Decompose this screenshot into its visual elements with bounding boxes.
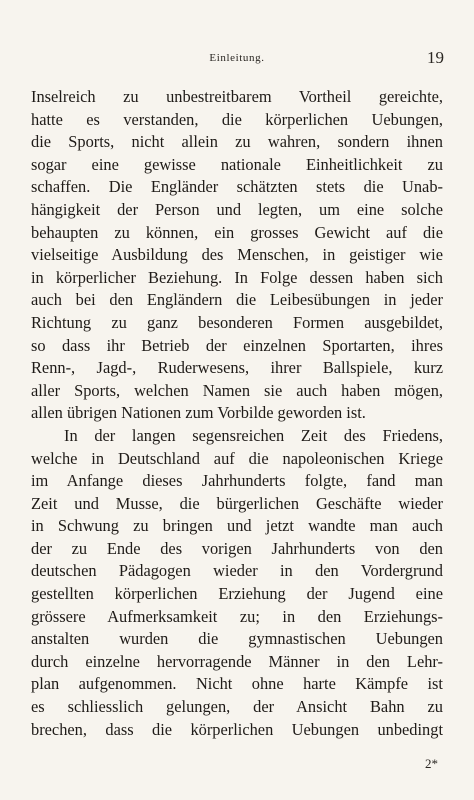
page-number: 19: [427, 48, 444, 67]
text-line: der zu Ende des vorigen Jahrhunderts von den: [31, 538, 443, 558]
text-line: behaupten zu können, ein grosses Gewicht auf die: [31, 222, 443, 242]
text-line: schaffen. Die Engländer schätzten stets die Unab-: [31, 177, 443, 197]
text-line: auch bei den Engländern die Leibesübungen in jeder: [31, 290, 443, 310]
text-line: gestellten körperlichen Erziehung der Jugend eine: [31, 584, 443, 604]
body-text: [31, 86, 443, 741]
text-line: allen übrigen Nationen zum Vorbilde geworden ist.: [31, 403, 366, 423]
text-line: welche in Deutschland auf die napoleonischen Kriege: [31, 448, 443, 468]
text-line: im Anfange dieses Jahrhunderts folgte, fand man: [31, 471, 443, 491]
signature-mark: 2*: [425, 756, 438, 771]
text-line: Zeit und Musse, die bürgerlichen Geschäfte wieder: [31, 493, 443, 513]
text-line: hängigkeit der Person und legten, um eine solche: [31, 199, 443, 219]
running-head: [0, 48, 474, 72]
text-line: die Sports, nicht allein zu wahren, sondern ihnen: [31, 132, 443, 152]
text-line: Inselreich zu unbestreitbarem Vortheil gereichte,: [31, 87, 443, 106]
text-line: grössere Aufmerksamkeit zu; in den Erziehungs-: [31, 606, 443, 626]
text-line: hatte es verstanden, die körperlichen Uebungen,: [31, 109, 443, 129]
text-line: in körperlicher Beziehung. In Folge dessen haben sich: [31, 267, 443, 287]
text-line: Renn-, Jagd-, Ruderwesens, ihrer Ballspiele, kurz: [31, 358, 443, 378]
text-line: aller Sports, welchen Namen sie auch haben mögen,: [31, 380, 443, 400]
text-line: In der langen segensreichen Zeit des Friedens,: [64, 425, 443, 445]
text-line: Richtung zu ganz besonderen Formen ausgebildet,: [31, 312, 443, 332]
running-head-title: Einleitung.: [209, 52, 265, 64]
text-line: vielseitige Ausbildung des Menschen, in geistiger wie: [31, 245, 443, 265]
text-line: in Schwung zu bringen und jetzt wandte man auch: [31, 516, 443, 536]
text-line: brechen, dass die körperlichen Uebungen unbedingt: [31, 719, 443, 739]
text-line: so dass ihr Betrieb der einzelnen Sportarten, ihres: [31, 335, 443, 355]
text-line: es schliesslich gelungen, der Ansicht Bahn zu: [31, 697, 443, 717]
text-line: anstalten wurden die gymnastischen Uebungen: [31, 629, 443, 649]
text-line: durch einzelne hervorragende Männer in den Lehr-: [31, 651, 443, 671]
text-line: sogar eine gewisse nationale Einheitlichkeit zu: [31, 154, 443, 174]
text-line: deutschen Pädagogen wieder in den Vordergrund: [31, 561, 443, 581]
text-line: plan aufgenommen. Nicht ohne harte Kämpfe ist: [31, 674, 443, 694]
